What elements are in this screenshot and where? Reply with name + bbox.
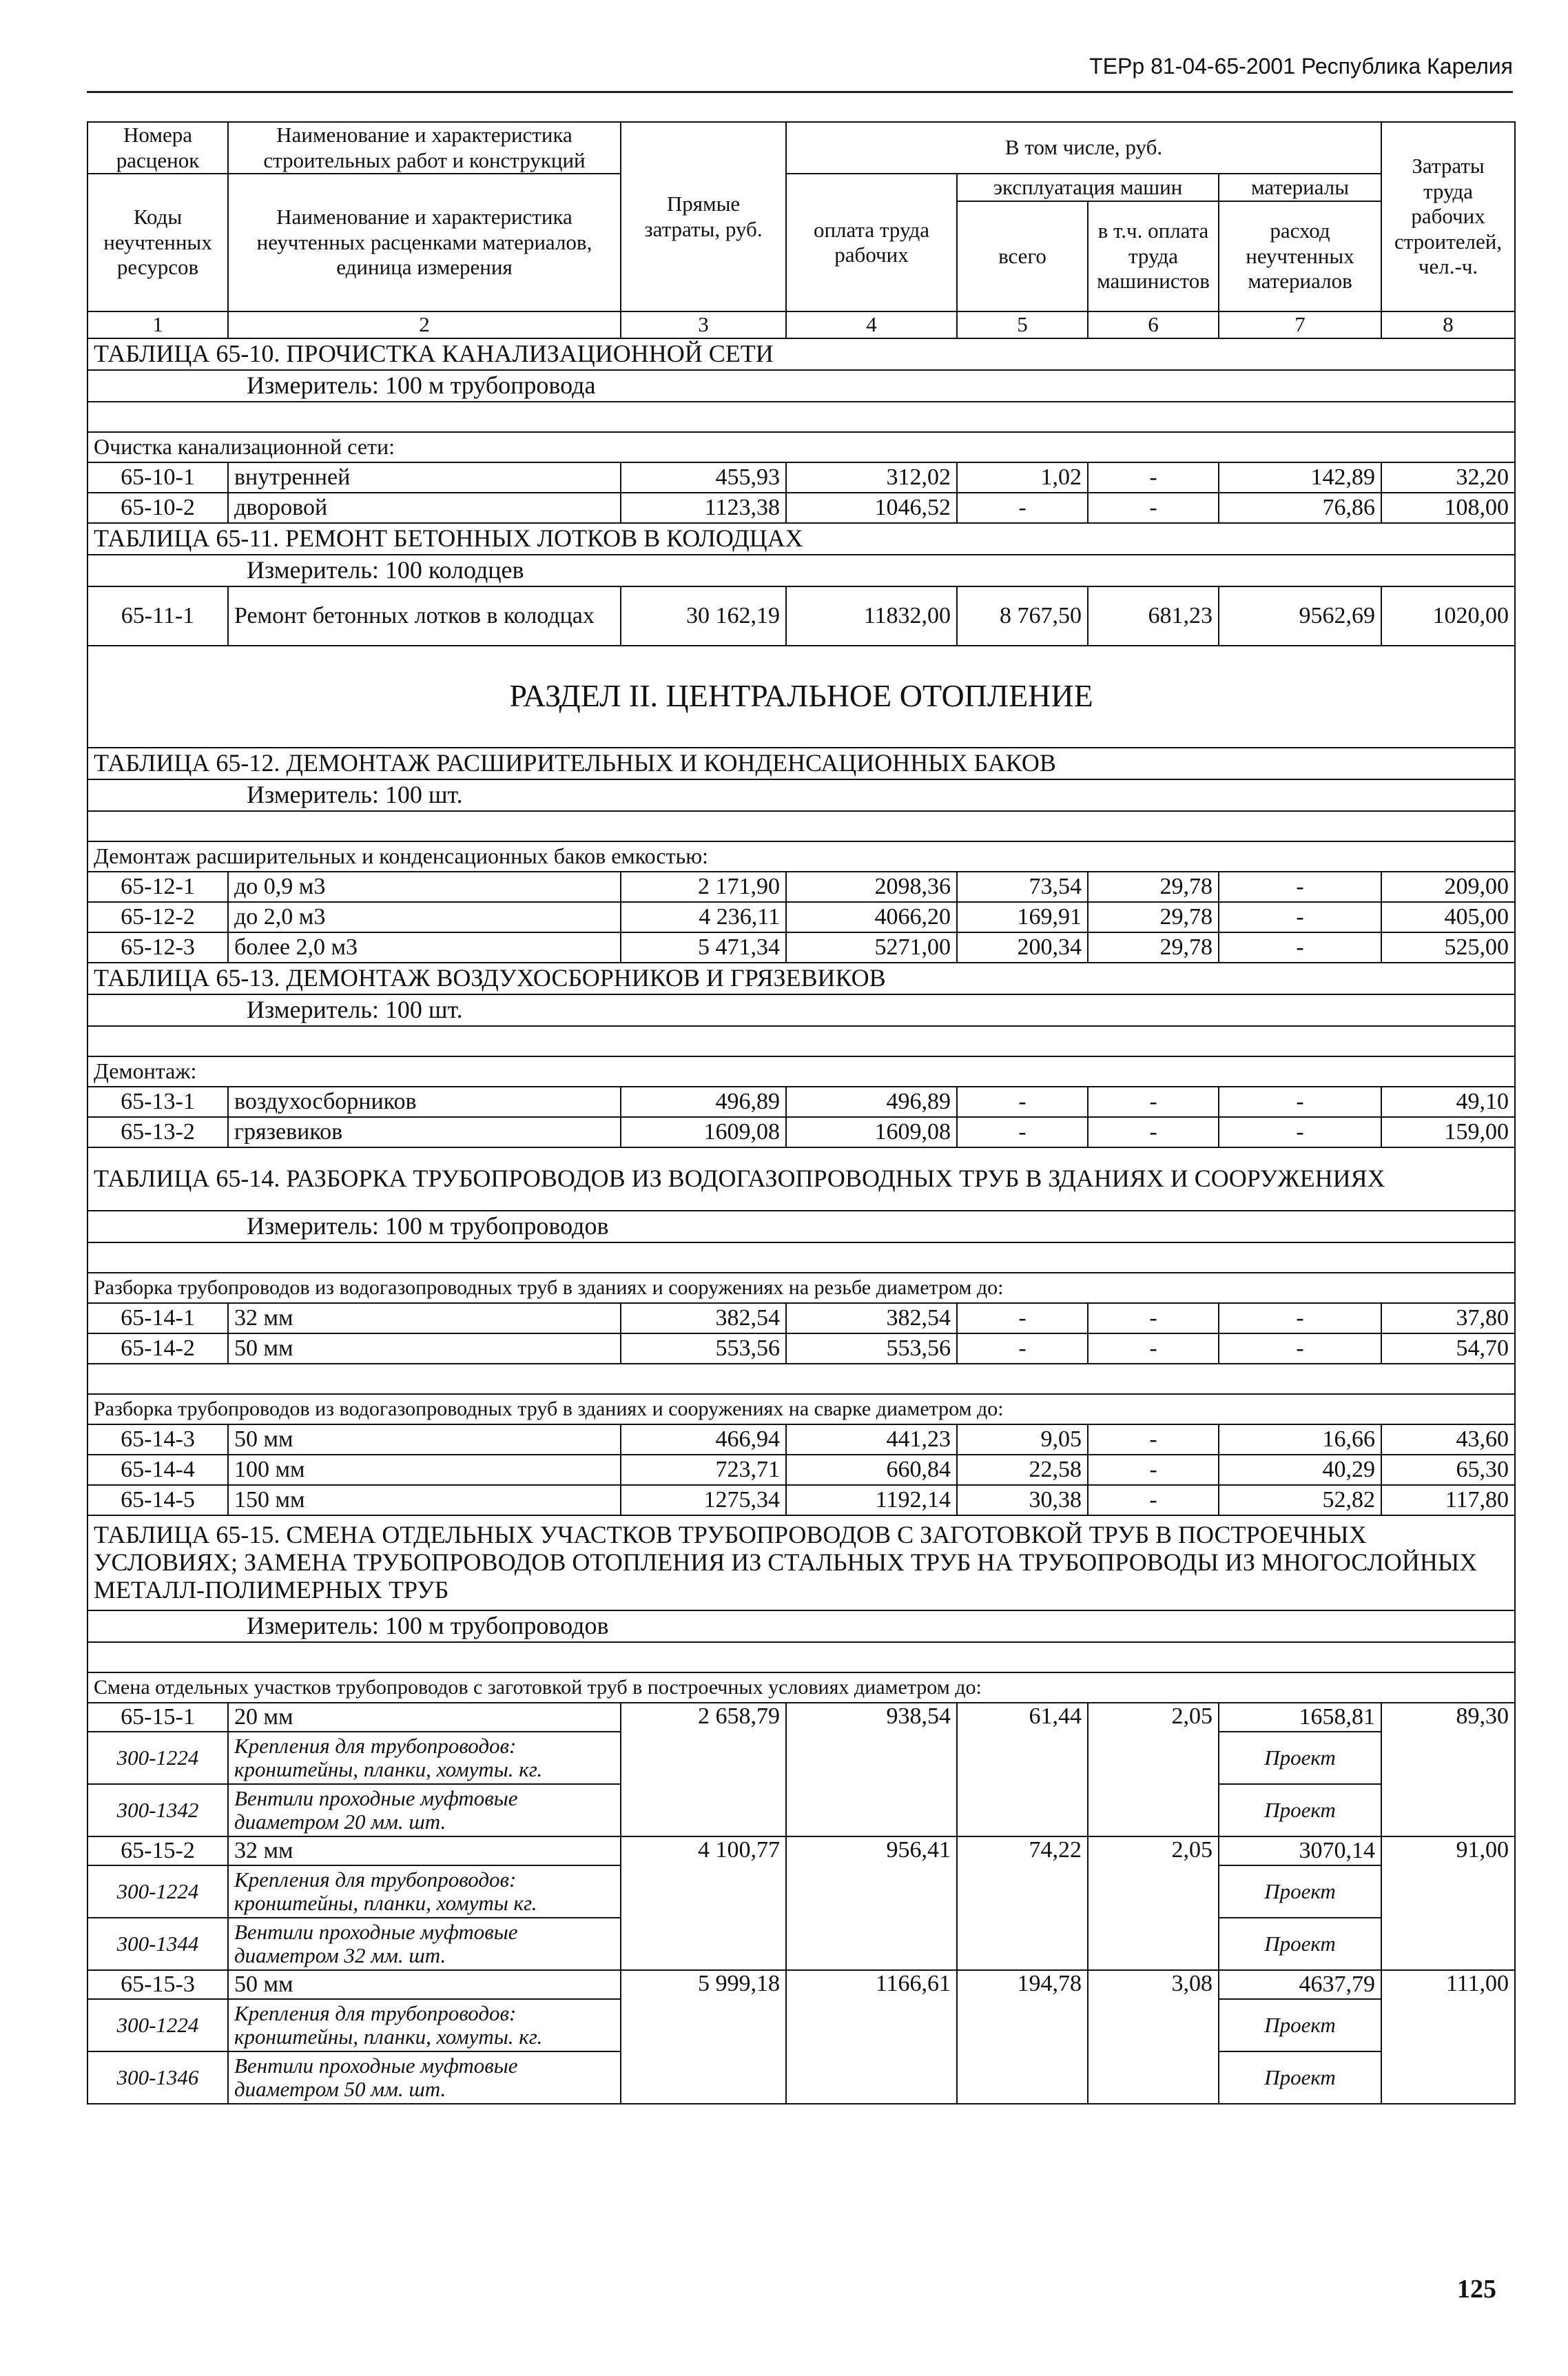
col-num: 1 bbox=[87, 311, 228, 338]
material-row: 300-1346 Вентили проходные муфтовые диаметром 50 мм. шт. Проект bbox=[87, 2051, 1515, 2104]
table-measure: Измеритель: 100 шт. bbox=[87, 994, 1515, 1026]
col-materials-cons: расход неучтенных материалов bbox=[1219, 201, 1381, 311]
table-row: 65-15-2 32 мм 4 100,77 956,41 74,22 2,05 3070,14 91,00 bbox=[87, 1836, 1515, 1865]
col-machines-total: всего bbox=[957, 201, 1088, 311]
material-row: 300-1224 Крепления для трубопроводов: кронштейны, планки, хомуты кг. Проект bbox=[87, 1865, 1515, 1918]
table-title: ТАБЛИЦА 65-10. ПРОЧИСТКА КАНАЛИЗАЦИОННОЙ СЕТИ bbox=[87, 338, 1515, 370]
col-num: 8 bbox=[1381, 311, 1515, 338]
header-rule bbox=[87, 91, 1513, 93]
col-name-unaccounted: Наименование и характеристика неучтенных расценками материалов, единица измерения bbox=[228, 174, 621, 311]
table-row: 65-10-2 дворовой 1123,38 1046,52 - - 76,86 108,00 bbox=[87, 493, 1515, 523]
col-num: 7 bbox=[1219, 311, 1381, 338]
col-machines: эксплуатация машин bbox=[957, 174, 1219, 201]
col-num: 3 bbox=[621, 311, 786, 338]
table-row: 65-14-3 50 мм 466,94 441,23 9,05 - 16,66 43,60 bbox=[87, 1424, 1515, 1455]
col-numbers: Номера расценок bbox=[87, 122, 228, 174]
col-direct: Прямые затраты, руб. bbox=[621, 122, 786, 311]
col-machines-labor: в т.ч. оплата труда машинистов bbox=[1088, 201, 1219, 311]
material-row: 300-1224 Крепления для трубопроводов: кронштейны, планки, хомуты. кг. Проект bbox=[87, 1999, 1515, 2051]
page-number: 125 bbox=[1457, 2275, 1496, 2304]
table-title: ТАБЛИЦА 65-14. РАЗБОРКА ТРУБОПРОВОДОВ ИЗ ВОДОГАЗОПРОВОДНЫХ ТРУБ В ЗДАНИЯХ И СООРУЖЕНИЯХ bbox=[87, 1147, 1515, 1211]
table-row: 65-10-1 внутренней 455,93 312,02 1,02 - 142,89 32,20 bbox=[87, 462, 1515, 493]
table-row: 65-14-2 50 мм 553,56 553,56 - - - 54,70 bbox=[87, 1333, 1515, 1364]
table-row: 65-12-2 до 2,0 м3 4 236,11 4066,20 169,91 29,78 - 405,00 bbox=[87, 902, 1515, 932]
col-num: 6 bbox=[1088, 311, 1219, 338]
table-title: ТАБЛИЦА 65-13. ДЕМОНТАЖ ВОЗДУХОСБОРНИКОВ И ГРЯЗЕВИКОВ bbox=[87, 963, 1515, 994]
material-row: 300-1344 Вентили проходные муфтовые диаметром 32 мм. шт. Проект bbox=[87, 1918, 1515, 1970]
subheading: Демонтаж: bbox=[87, 1056, 1515, 1087]
col-name: Наименование и характеристика строительных работ и конструкций bbox=[228, 122, 621, 174]
subheading: Смена отдельных участков трубопроводов с заготовкой труб в построечных условиях диаметром до: bbox=[87, 1672, 1515, 1703]
col-num: 5 bbox=[957, 311, 1088, 338]
col-num: 4 bbox=[786, 311, 957, 338]
material-row: 300-1224 Крепления для трубопроводов: кронштейны, планки, хомуты. кг. Проект bbox=[87, 1732, 1515, 1784]
table-row: 65-11-1 Ремонт бетонных лотков в колодцах 30 162,19 11832,00 8 767,50 681,23 9562,69 1020,00 bbox=[87, 586, 1515, 646]
col-materials: материалы bbox=[1219, 174, 1381, 201]
table-measure: Измеритель: 100 шт. bbox=[87, 779, 1515, 811]
table-row: 65-12-3 более 2,0 м3 5 471,34 5271,00 200,34 29,78 - 525,00 bbox=[87, 932, 1515, 963]
table-row: 65-14-5 150 мм 1275,34 1192,14 30,38 - 52,82 117,80 bbox=[87, 1485, 1515, 1515]
subheading: Очистка канализационной сети: bbox=[87, 432, 1515, 462]
table-measure: Измеритель: 100 м трубопровода bbox=[87, 370, 1515, 402]
table-measure: Измеритель: 100 м трубопроводов bbox=[87, 1610, 1515, 1642]
subheading: Разборка трубопроводов из водогазопроводных труб в зданиях и сооружениях на сварке диаметром до: bbox=[87, 1394, 1515, 1424]
col-labor-pay: оплата труда рабочих bbox=[786, 174, 957, 311]
subheading: Демонтаж расширительных и конденсационных баков емкостью: bbox=[87, 841, 1515, 872]
col-codes: Коды неучтенных ресурсов bbox=[87, 174, 228, 311]
col-incl: В том числе, руб. bbox=[786, 122, 1381, 174]
col-labor-cost: Затраты труда рабочих строителей, чел.-ч. bbox=[1381, 122, 1515, 311]
subheading: Разборка трубопроводов из водогазопроводных труб в зданиях и сооружениях на резьбе диаметром до: bbox=[87, 1273, 1515, 1303]
table-title: ТАБЛИЦА 65-15. СМЕНА ОТДЕЛЬНЫХ УЧАСТКОВ ТРУБОПРОВОДОВ С ЗАГОТОВКОЙ ТРУБ В ПОСТРОЕЧНЫХ УСЛОВИЯХ; ЗАМЕНА ТРУБОПРОВОДОВ ОТОПЛЕНИЯ ИЗ СТАЛЬНЫХ ТРУБ НА ТРУБОПРОВОДЫ ИЗ МНОГОСЛОЙНЫХ МЕТАЛЛ-ПОЛИМЕРНЫХ ТРУБ bbox=[87, 1515, 1515, 1610]
table-row: 65-13-2 грязевиков 1609,08 1609,08 - - - 159,00 bbox=[87, 1117, 1515, 1147]
table-row: 65-14-4 100 мм 723,71 660,84 22,58 - 40,29 65,30 bbox=[87, 1455, 1515, 1485]
table-row: 65-12-1 до 0,9 м3 2 171,90 2098,36 73,54 29,78 - 209,00 bbox=[87, 872, 1515, 902]
rates-table bbox=[87, 121, 1516, 2104]
table-row: 65-15-1 20 мм 2 658,79 938,54 61,44 2,05 1658,81 89,30 bbox=[87, 1703, 1515, 1732]
table-row: 65-14-1 32 мм 382,54 382,54 - - - 37,80 bbox=[87, 1303, 1515, 1333]
table-row: 65-15-3 50 мм 5 999,18 1166,61 194,78 3,08 4637,79 111,00 bbox=[87, 1970, 1515, 1999]
table-measure: Измеритель: 100 м трубопроводов bbox=[87, 1211, 1515, 1242]
col-num: 2 bbox=[228, 311, 621, 338]
table-measure: Измеритель: 100 колодцев bbox=[87, 555, 1515, 586]
table-title: ТАБЛИЦА 65-11. РЕМОНТ БЕТОННЫХ ЛОТКОВ В КОЛОДЦАХ bbox=[87, 523, 1515, 555]
table-row: 65-13-1 воздухосборников 496,89 496,89 - - - 49,10 bbox=[87, 1087, 1515, 1117]
material-row: 300-1342 Вентили проходные муфтовые диаметром 20 мм. шт. Проект bbox=[87, 1784, 1515, 1836]
section-title: РАЗДЕЛ II. ЦЕНТРАЛЬНОЕ ОТОПЛЕНИЕ bbox=[87, 646, 1515, 748]
table-title: ТАБЛИЦА 65-12. ДЕМОНТАЖ РАСШИРИТЕЛЬНЫХ И КОНДЕНСАЦИОННЫХ БАКОВ bbox=[87, 748, 1515, 779]
document-header: ТЕРр 81-04-65-2001 Республика Карелия bbox=[1089, 54, 1513, 79]
